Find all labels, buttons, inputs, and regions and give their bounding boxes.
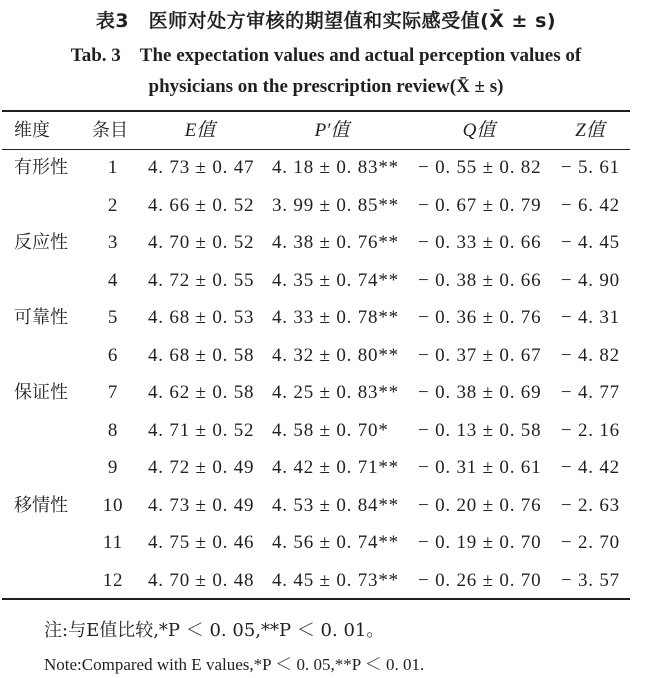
header-e-value: E值 bbox=[184, 120, 216, 141]
cell-p-value: 4. 42 ± 0. 71** bbox=[272, 457, 399, 478]
cell-p-value: 4. 58 ± 0. 70* bbox=[272, 419, 389, 441]
cell-item: 10 bbox=[102, 494, 124, 516]
cell-z-value: − 4. 45 bbox=[560, 232, 620, 253]
cell-e-value: 4. 66 ± 0. 52 bbox=[148, 194, 255, 216]
cell-item: 12 bbox=[102, 569, 124, 591]
cell-e-value: 4. 70 ± 0. 52 bbox=[148, 232, 255, 253]
table-note-en: Note:Compared with E values,*P ＜ 0. 05,**P ＜ 0. 01. bbox=[44, 655, 425, 674]
header-p-value: P′值 bbox=[314, 120, 350, 141]
cell-q-value: − 0. 31 ± 0. 61 bbox=[418, 457, 542, 478]
cell-q-value: − 0. 36 ± 0. 76 bbox=[418, 307, 542, 328]
cell-e-value: 4. 73 ± 0. 49 bbox=[148, 494, 255, 516]
cell-item: 3 bbox=[107, 232, 119, 253]
header-q-value: Q值 bbox=[462, 120, 496, 141]
cell-z-value: − 2. 16 bbox=[560, 419, 620, 441]
cell-q-value: − 0. 55 ± 0. 82 bbox=[418, 157, 542, 178]
cell-item: 6 bbox=[107, 344, 119, 366]
cell-e-value: 4. 68 ± 0. 53 bbox=[148, 307, 255, 328]
table-note-cn: 注:与E值比较,*P ＜ 0. 05,**P ＜ 0. 01。 bbox=[44, 620, 385, 641]
cell-q-value: − 0. 13 ± 0. 58 bbox=[418, 419, 542, 441]
cell-e-value: 4. 62 ± 0. 58 bbox=[148, 382, 255, 403]
cell-dimension: 移情性 bbox=[14, 494, 68, 516]
cell-p-value: 4. 38 ± 0. 76** bbox=[272, 232, 399, 253]
cell-item: 8 bbox=[107, 419, 119, 441]
cell-p-value: 4. 32 ± 0. 80** bbox=[272, 344, 399, 366]
cell-e-value: 4. 73 ± 0. 47 bbox=[148, 157, 255, 178]
cell-z-value: − 4. 82 bbox=[560, 344, 620, 366]
cell-item: 7 bbox=[107, 382, 119, 403]
cell-q-value: − 0. 38 ± 0. 69 bbox=[418, 382, 542, 403]
cell-item: 1 bbox=[107, 157, 119, 178]
table-title-cn: 表3 医师对处方审核的期望值和实际感受值(X̄ ± s) bbox=[95, 10, 557, 32]
cell-p-value: 4. 56 ± 0. 74** bbox=[272, 532, 399, 553]
cell-e-value: 4. 68 ± 0. 58 bbox=[148, 344, 255, 366]
cell-z-value: − 4. 77 bbox=[560, 382, 620, 403]
cell-e-value: 4. 72 ± 0. 49 bbox=[148, 457, 255, 478]
table-top-rule bbox=[2, 110, 630, 112]
cell-dimension: 保证性 bbox=[14, 382, 68, 403]
cell-p-value: 4. 18 ± 0. 83** bbox=[272, 157, 399, 178]
cell-q-value: − 0. 33 ± 0. 66 bbox=[418, 232, 542, 253]
cell-z-value: − 5. 61 bbox=[560, 157, 620, 178]
table-bottom-rule bbox=[2, 598, 630, 600]
cell-z-value: − 4. 42 bbox=[560, 457, 620, 478]
cell-q-value: − 0. 19 ± 0. 70 bbox=[418, 532, 542, 553]
cell-q-value: − 0. 67 ± 0. 79 bbox=[418, 194, 542, 216]
cell-z-value: − 3. 57 bbox=[560, 569, 620, 591]
cell-e-value: 4. 71 ± 0. 52 bbox=[148, 419, 255, 441]
table-title-en-line1: Tab. 3 The expectation values and actual perception values of bbox=[70, 45, 582, 66]
cell-p-value: 4. 25 ± 0. 83** bbox=[272, 382, 399, 403]
cell-p-value: 4. 35 ± 0. 74** bbox=[272, 269, 399, 291]
cell-e-value: 4. 70 ± 0. 48 bbox=[148, 569, 255, 591]
header-dimension: 维度 bbox=[14, 120, 50, 141]
cell-dimension: 有形性 bbox=[14, 157, 68, 178]
cell-p-value: 3. 99 ± 0. 85** bbox=[272, 194, 399, 216]
cell-item: 4 bbox=[107, 269, 119, 291]
table-header-rule bbox=[2, 149, 630, 150]
cell-e-value: 4. 72 ± 0. 55 bbox=[148, 269, 255, 291]
cell-z-value: − 4. 90 bbox=[560, 269, 620, 291]
cell-item: 2 bbox=[107, 194, 119, 216]
cell-item: 5 bbox=[107, 307, 119, 328]
cell-dimension: 可靠性 bbox=[14, 307, 68, 328]
cell-q-value: − 0. 37 ± 0. 67 bbox=[418, 344, 542, 366]
header-z-value: Z值 bbox=[575, 120, 605, 141]
cell-z-value: − 2. 70 bbox=[560, 532, 620, 553]
cell-item: 11 bbox=[103, 532, 123, 553]
table-title-en-line2: physicians on the prescription review(X̄ ± s) bbox=[148, 76, 504, 97]
cell-p-value: 4. 33 ± 0. 78** bbox=[272, 307, 399, 328]
cell-z-value: − 6. 42 bbox=[560, 194, 620, 216]
cell-q-value: − 0. 20 ± 0. 76 bbox=[418, 494, 542, 516]
cell-q-value: − 0. 26 ± 0. 70 bbox=[418, 569, 542, 591]
cell-q-value: − 0. 38 ± 0. 66 bbox=[418, 269, 542, 291]
cell-e-value: 4. 75 ± 0. 46 bbox=[148, 532, 255, 553]
cell-p-value: 4. 45 ± 0. 73** bbox=[272, 569, 399, 591]
cell-dimension: 反应性 bbox=[14, 232, 68, 253]
cell-p-value: 4. 53 ± 0. 84** bbox=[272, 494, 399, 516]
cell-z-value: − 2. 63 bbox=[560, 494, 620, 516]
cell-z-value: − 4. 31 bbox=[560, 307, 620, 328]
header-item: 条目 bbox=[92, 120, 128, 141]
cell-item: 9 bbox=[107, 457, 119, 478]
